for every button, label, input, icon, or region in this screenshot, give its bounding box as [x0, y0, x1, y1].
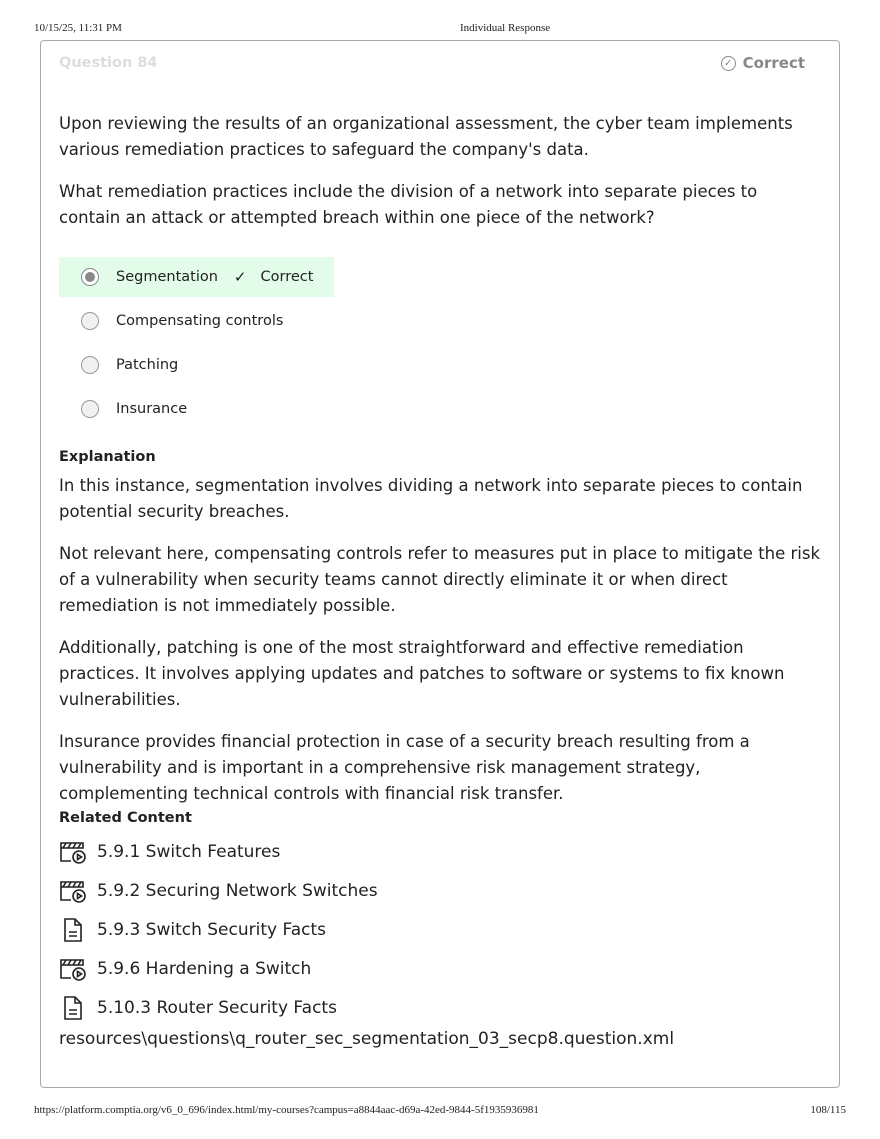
- option-label: Patching: [116, 357, 179, 373]
- related-link[interactable]: 5.9.3 Switch Security Facts: [97, 919, 326, 940]
- related-link[interactable]: 5.10.3 Router Security Facts: [97, 997, 337, 1018]
- related-content: [59, 810, 674, 1049]
- option-feedback: Correct: [260, 269, 314, 285]
- status-badge: [721, 54, 805, 72]
- explanation: [59, 449, 829, 823]
- video-icon: [59, 956, 87, 982]
- related-item[interactable]: [59, 832, 674, 871]
- radio-icon[interactable]: [81, 356, 99, 374]
- answer-options: [59, 257, 334, 433]
- radio-selected-icon[interactable]: [81, 268, 99, 286]
- question-prompt: What remediation practices include the division of a network into separate pieces to contain an attack or attempted breach within one piece of the network?: [59, 182, 758, 227]
- option-segmentation[interactable]: [59, 257, 334, 297]
- related-link[interactable]: 5.9.2 Securing Network Switches: [97, 880, 378, 901]
- related-item[interactable]: [59, 988, 674, 1027]
- related-item[interactable]: [59, 910, 674, 949]
- question-stem: Upon reviewing the results of an organizational assessment, the cyber team implements various remediation practices to safeguard the company's data.: [59, 114, 793, 159]
- explanation-paragraph: Additionally, patching is one of the most straightforward and effective remediation practices. It involves applying updates and patches to software or systems to fix known vulnerabilities.: [59, 638, 785, 709]
- document-icon: [59, 995, 87, 1021]
- explanation-paragraph: In this instance, segmentation involves dividing a network into separate pieces to contain potential security breaches.: [59, 476, 803, 521]
- print-page-number: 108/115: [810, 1104, 846, 1116]
- source-path: resources\questions\q_router_sec_segmentation_03_secp8.question.xml: [59, 1029, 675, 1049]
- related-heading: Related Content: [59, 810, 192, 826]
- explanation-paragraph: Insurance provides financial protection in case of a security breach resulting from a vulnerability and is important in a comprehensive risk management strategy, complementing technical controls with financial risk transfer.: [59, 732, 750, 803]
- document-icon: [59, 917, 87, 943]
- radio-icon[interactable]: [81, 400, 99, 418]
- option-patching[interactable]: [59, 345, 334, 385]
- explanation-paragraph: Not relevant here, compensating controls refer to measures put in place to mitigate the risk of a vulnerability when security teams cannot directly eliminate it or when direct remediation is not immediately possible.: [59, 544, 821, 615]
- check-circle-icon: ✓: [721, 56, 736, 71]
- question-card: [40, 40, 840, 1088]
- option-label: Segmentation: [116, 269, 218, 285]
- related-link[interactable]: 5.9.1 Switch Features: [97, 841, 281, 862]
- related-item[interactable]: [59, 871, 674, 910]
- checkmark-icon: ✓: [233, 268, 247, 286]
- radio-icon[interactable]: [81, 312, 99, 330]
- option-compensating-controls[interactable]: [59, 301, 334, 341]
- video-icon: [59, 839, 87, 865]
- status-label: Correct: [742, 54, 805, 72]
- option-label: Compensating controls: [116, 313, 284, 329]
- option-insurance[interactable]: [59, 389, 334, 429]
- explanation-heading: Explanation: [59, 449, 156, 465]
- option-label: Insurance: [116, 401, 188, 417]
- related-item[interactable]: [59, 949, 674, 988]
- video-icon: [59, 878, 87, 904]
- related-link[interactable]: 5.9.6 Hardening a Switch: [97, 958, 312, 979]
- print-datetime: 10/15/25, 11:31 PM: [34, 22, 122, 34]
- print-url: https://platform.comptia.org/v6_0_696/index.html/my-courses?campus=a8844aac-d69a-42ed-9844-5f1935936981: [34, 1104, 539, 1116]
- question-number: Question 84: [59, 55, 158, 71]
- print-title: Individual Response: [460, 22, 551, 34]
